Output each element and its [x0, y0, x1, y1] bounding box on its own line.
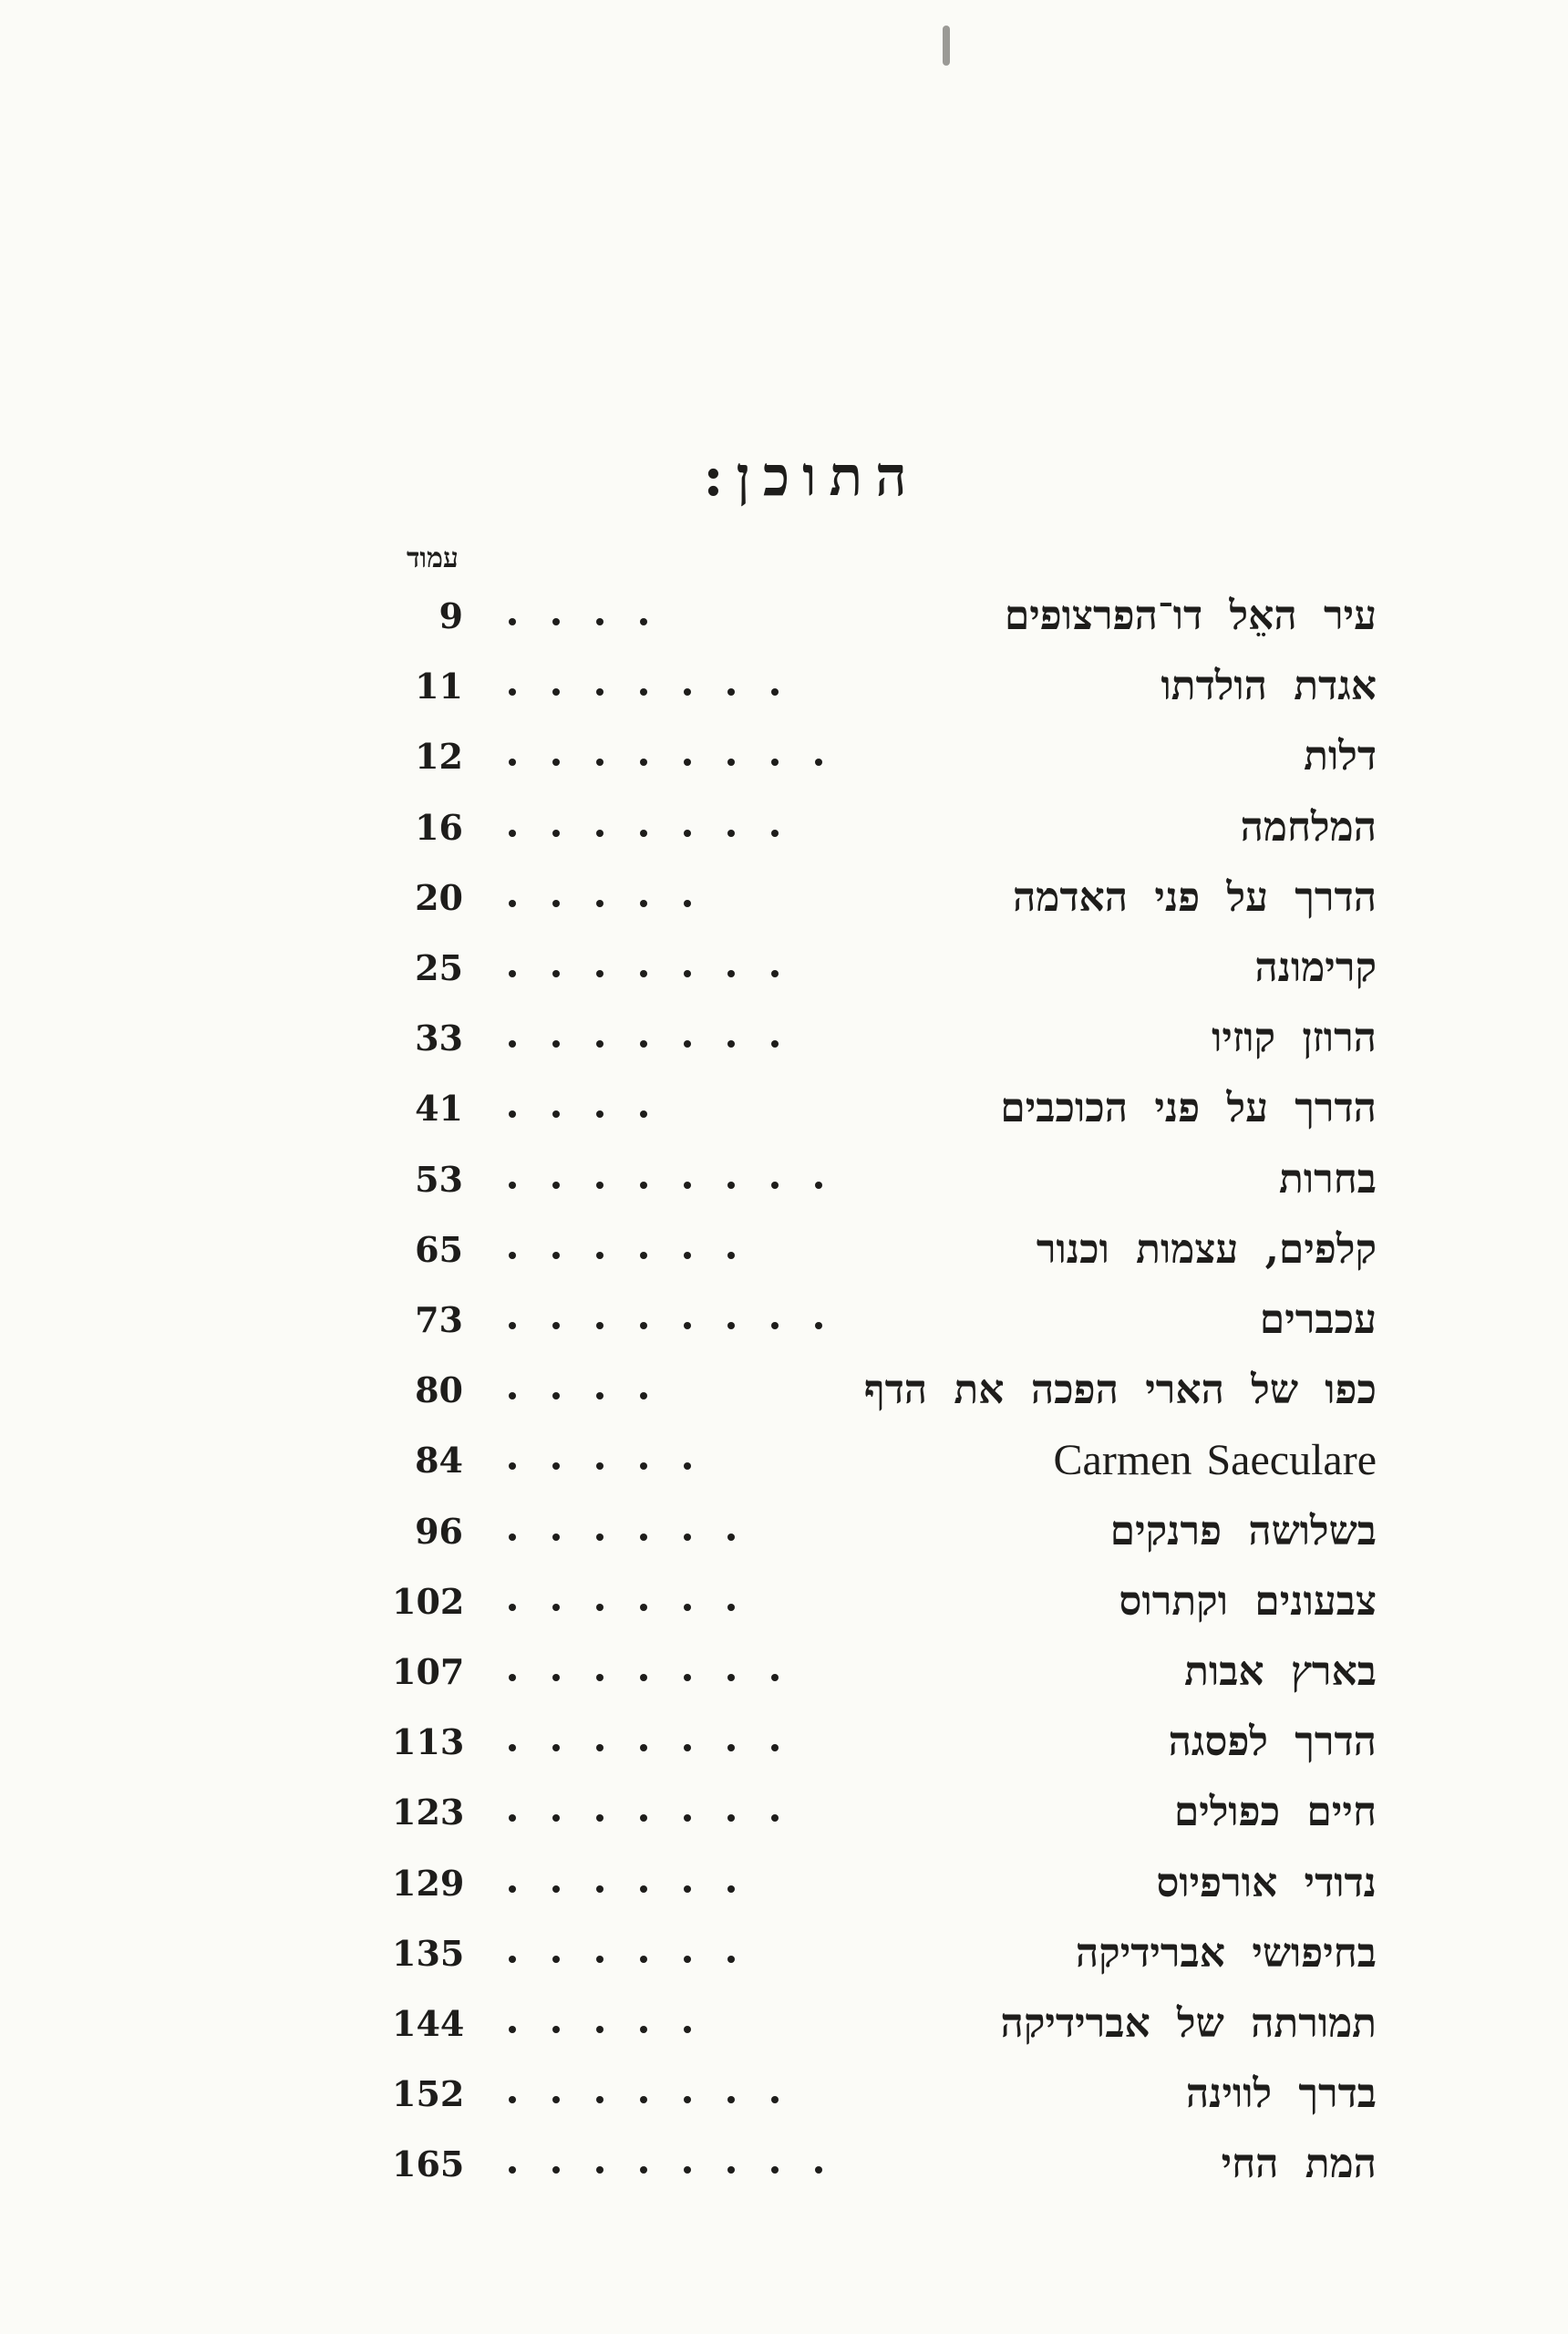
entry-title: בדרך לווינה [1185, 2071, 1377, 2117]
entry-page-number: 12 [415, 736, 463, 777]
entry-title: חיים כפולים [1173, 1789, 1377, 1835]
page-column-label: עמוד [407, 542, 459, 574]
leader-dot [509, 618, 516, 625]
leader-dot [552, 1252, 560, 1259]
leader-dot [552, 688, 560, 696]
entry-title: קלפים, עצמות וכנור [1036, 1226, 1377, 1273]
leader-dot [509, 1182, 516, 1189]
entry-page-number: 152 [392, 2073, 465, 2114]
leader-dot [509, 1040, 516, 1048]
entry-title: קרימונה [1254, 945, 1377, 991]
leader-dot [640, 1956, 647, 1963]
leader-dot [596, 900, 603, 907]
leader-dot [640, 759, 647, 766]
leader-dot [771, 1182, 779, 1189]
leader-dot [727, 970, 735, 977]
leader-dot [684, 1462, 691, 1470]
leader-dot [552, 1885, 560, 1893]
leader-dot [640, 1110, 647, 1118]
leader-dot [596, 1392, 603, 1399]
leader-dot [684, 1252, 691, 1259]
leader-dot [596, 1110, 603, 1118]
entry-page-number: 53 [415, 1159, 463, 1200]
leader-dot [640, 1040, 647, 1048]
entry-page-number: 73 [415, 1299, 463, 1340]
leader-dot [771, 2096, 779, 2103]
leader-dot [596, 618, 603, 625]
leader-dot [552, 759, 560, 766]
entry-title: בחרות [1279, 1156, 1377, 1203]
leader-dot [640, 1322, 647, 1329]
leader-dot [509, 1252, 516, 1259]
leader-dot [552, 1814, 560, 1822]
entry-page-number: 129 [392, 1863, 465, 1904]
leader-dot [640, 618, 647, 625]
leader-dot [640, 1392, 647, 1399]
leader-dot [596, 1674, 603, 1681]
leader-dot [771, 688, 779, 696]
leader-dot [596, 1462, 603, 1470]
entry-page-number: 123 [392, 1792, 465, 1833]
entry-title: אגדת הולדתו [1161, 663, 1377, 709]
entry-page-number: 144 [392, 2003, 465, 2044]
leader-dot [815, 2166, 822, 2174]
entry-title: הדרך על פני האדמה [1012, 874, 1377, 921]
leader-dot [771, 1322, 779, 1329]
entry-title: עכברים [1259, 1296, 1377, 1343]
leader-dot [684, 900, 691, 907]
leader-dot [596, 1814, 603, 1822]
toc-entry [392, 2067, 1377, 2122]
leader-dot [552, 2096, 560, 2103]
leader-dot [727, 1814, 735, 1822]
leader-dot [596, 1322, 603, 1329]
leader-dot [727, 1674, 735, 1681]
leader-dot [640, 1534, 647, 1541]
leader-dot [815, 1182, 822, 1189]
entry-page-number: 16 [415, 807, 463, 848]
leader-dot [509, 1956, 516, 1963]
toc-entry [392, 1223, 1377, 1277]
leader-dot [727, 2166, 735, 2174]
leader-dot [596, 1252, 603, 1259]
leader-dot [727, 830, 735, 837]
entry-page-number: 20 [415, 877, 463, 918]
leader-dot [509, 1534, 516, 1541]
entry-title: Carmen Saeculare [1053, 1436, 1377, 1484]
leader-dot [552, 1322, 560, 1329]
leader-dot [509, 970, 516, 977]
entry-title: המת החי [1221, 2141, 1377, 2187]
leader-dot [509, 1604, 516, 1611]
leader-dot [684, 1604, 691, 1611]
leader-dot [509, 1110, 516, 1118]
leader-dot [771, 759, 779, 766]
toc-entry [392, 1504, 1377, 1559]
entry-page-number: 113 [392, 1721, 465, 1762]
entry-page-number: 9 [438, 595, 463, 636]
leader-dot [509, 759, 516, 766]
entry-page-number: 96 [415, 1511, 463, 1552]
leader-dot [727, 1252, 735, 1259]
entry-title: צבעונים וקתרוס [1119, 1578, 1377, 1625]
leader-dot [509, 1392, 516, 1399]
entry-page-number: 25 [415, 947, 463, 988]
entry-page-number: 33 [415, 1017, 463, 1059]
entry-title: בארץ אבות [1184, 1648, 1377, 1695]
toc-entry [392, 941, 1377, 996]
entry-page-number: 84 [415, 1440, 463, 1481]
leader-dot [596, 2166, 603, 2174]
toc-entry [392, 1152, 1377, 1207]
leader-dot [596, 970, 603, 977]
leader-dot [509, 1322, 516, 1329]
leader-dot [684, 1674, 691, 1681]
leader-dot [640, 970, 647, 977]
entry-page-number: 165 [392, 2143, 465, 2184]
leader-dot [771, 1744, 779, 1751]
leader-dot [684, 1744, 691, 1751]
leader-dot [684, 759, 691, 766]
toc-entry [392, 1645, 1377, 1699]
leader-dot [727, 1744, 735, 1751]
toc-entry [392, 1715, 1377, 1770]
leader-dot [552, 1392, 560, 1399]
entry-title: דלות [1304, 733, 1377, 780]
leader-dot [684, 1182, 691, 1189]
toc-entry [392, 871, 1377, 925]
toc-entry [392, 1363, 1377, 1418]
leader-dot [684, 2026, 691, 2033]
leader-dot [552, 2026, 560, 2033]
leader-dot [552, 2166, 560, 2174]
leader-dot [509, 900, 516, 907]
toc-entry [392, 1997, 1377, 2051]
entry-page-number: 11 [415, 666, 463, 707]
leader-dot [509, 2026, 516, 2033]
leader-dot [640, 1674, 647, 1681]
entry-title: הדרך לפסגה [1168, 1719, 1377, 1765]
leader-dot [640, 1885, 647, 1893]
entry-page-number: 135 [392, 1933, 465, 1974]
entry-title: המלחמה [1240, 804, 1377, 851]
leader-dot [596, 1604, 603, 1611]
entry-title: כפו של הארי הפכה את הדף [863, 1367, 1377, 1413]
leader-dot [552, 830, 560, 837]
toc-entry [392, 800, 1377, 855]
leader-dot [684, 2166, 691, 2174]
toc-entry [392, 1856, 1377, 1911]
leader-dot [684, 970, 691, 977]
entry-title: בחיפושי אברידיקה [1075, 1930, 1377, 1977]
leader-dot [596, 1885, 603, 1893]
leader-dot [771, 2166, 779, 2174]
leader-dot [727, 1322, 735, 1329]
leader-dot [509, 1674, 516, 1681]
leader-dot [596, 759, 603, 766]
leader-dot [596, 2096, 603, 2103]
leader-dot [552, 1182, 560, 1189]
leader-dot [509, 830, 516, 837]
leader-dot [640, 1252, 647, 1259]
leader-dot [727, 1956, 735, 1963]
leader-dot [596, 1534, 603, 1541]
toc-entry [392, 1926, 1377, 1981]
entry-page-number: 41 [415, 1088, 463, 1129]
leader-dot [684, 2096, 691, 2103]
leader-dot [509, 688, 516, 696]
toc-entry [392, 1081, 1377, 1136]
leader-dot [596, 1040, 603, 1048]
leader-dot [509, 2096, 516, 2103]
leader-dot [727, 688, 735, 696]
leader-dot [727, 1182, 735, 1189]
leader-dot [815, 1322, 822, 1329]
leader-dot [640, 1744, 647, 1751]
leader-dot [596, 1744, 603, 1751]
leader-dot [509, 1744, 516, 1751]
entry-page-number: 65 [415, 1229, 463, 1270]
leader-dot [552, 1462, 560, 1470]
leader-dot [640, 2026, 647, 2033]
toc-entry [392, 729, 1377, 784]
leader-dot [727, 759, 735, 766]
leader-dot [552, 1040, 560, 1048]
leader-dot [640, 1814, 647, 1822]
leader-dot [596, 688, 603, 696]
toc-title: התוכן: [703, 445, 920, 509]
leader-dot [640, 1604, 647, 1611]
entry-page-number: 80 [415, 1369, 463, 1410]
leader-dot [552, 618, 560, 625]
leader-dot [727, 2096, 735, 2103]
leader-dot [552, 1744, 560, 1751]
entry-title: הרוזן קוזיו [1212, 1015, 1377, 1061]
leader-dot [684, 830, 691, 837]
toc-entry [392, 1575, 1377, 1629]
leader-dot [509, 1814, 516, 1822]
leader-dot [684, 1322, 691, 1329]
toc-entry [392, 1433, 1377, 1488]
toc-entry [392, 659, 1377, 714]
entry-title: הדרך על פני הכוכבים [1000, 1085, 1377, 1131]
leader-dot [640, 2096, 647, 2103]
entry-title: עיר האֵל דו־הפרצופים [1004, 593, 1377, 639]
leader-dot [509, 1462, 516, 1470]
leader-dot [596, 1956, 603, 1963]
entry-page-number: 107 [392, 1651, 465, 1692]
leader-dot [684, 1534, 691, 1541]
entry-page-number: 102 [392, 1581, 465, 1622]
leader-dot [640, 900, 647, 907]
entry-title: נדודי אורפיוס [1156, 1860, 1377, 1906]
leader-dot [771, 1040, 779, 1048]
leader-dot [771, 970, 779, 977]
leader-dot [552, 1110, 560, 1118]
ink-mark [943, 26, 950, 66]
entry-title: תמורתה של אברידיקה [1000, 2000, 1377, 2047]
leader-dot [640, 1182, 647, 1189]
leader-dot [684, 1814, 691, 1822]
leader-dot [684, 688, 691, 696]
leader-dot [771, 1814, 779, 1822]
leader-dot [727, 1040, 735, 1048]
toc-entry [392, 1011, 1377, 1066]
leader-dot [684, 1885, 691, 1893]
leader-dot [552, 900, 560, 907]
leader-dot [815, 759, 822, 766]
leader-dot [640, 830, 647, 837]
toc-entry [392, 2137, 1377, 2192]
entry-title: בשלושה פרנקים [1109, 1508, 1377, 1554]
toc-entry [392, 1293, 1377, 1348]
leader-dot [727, 1534, 735, 1541]
toc-entry [392, 589, 1377, 644]
leader-dot [771, 1674, 779, 1681]
toc-entry [392, 1785, 1377, 1840]
leader-dot [596, 2026, 603, 2033]
leader-dot [684, 1040, 691, 1048]
leader-dot [640, 1462, 647, 1470]
leader-dot [552, 1956, 560, 1963]
leader-dot [509, 2166, 516, 2174]
leader-dot [771, 830, 779, 837]
leader-dot [684, 1956, 691, 1963]
leader-dot [596, 1182, 603, 1189]
leader-dot [727, 1604, 735, 1611]
leader-dot [727, 1885, 735, 1893]
leader-dot [552, 1674, 560, 1681]
leader-dot [552, 1604, 560, 1611]
leader-dot [640, 688, 647, 696]
leader-dot [640, 2166, 647, 2174]
leader-dot [552, 1534, 560, 1541]
leader-dot [509, 1885, 516, 1893]
leader-dot [552, 970, 560, 977]
leader-dot [596, 830, 603, 837]
